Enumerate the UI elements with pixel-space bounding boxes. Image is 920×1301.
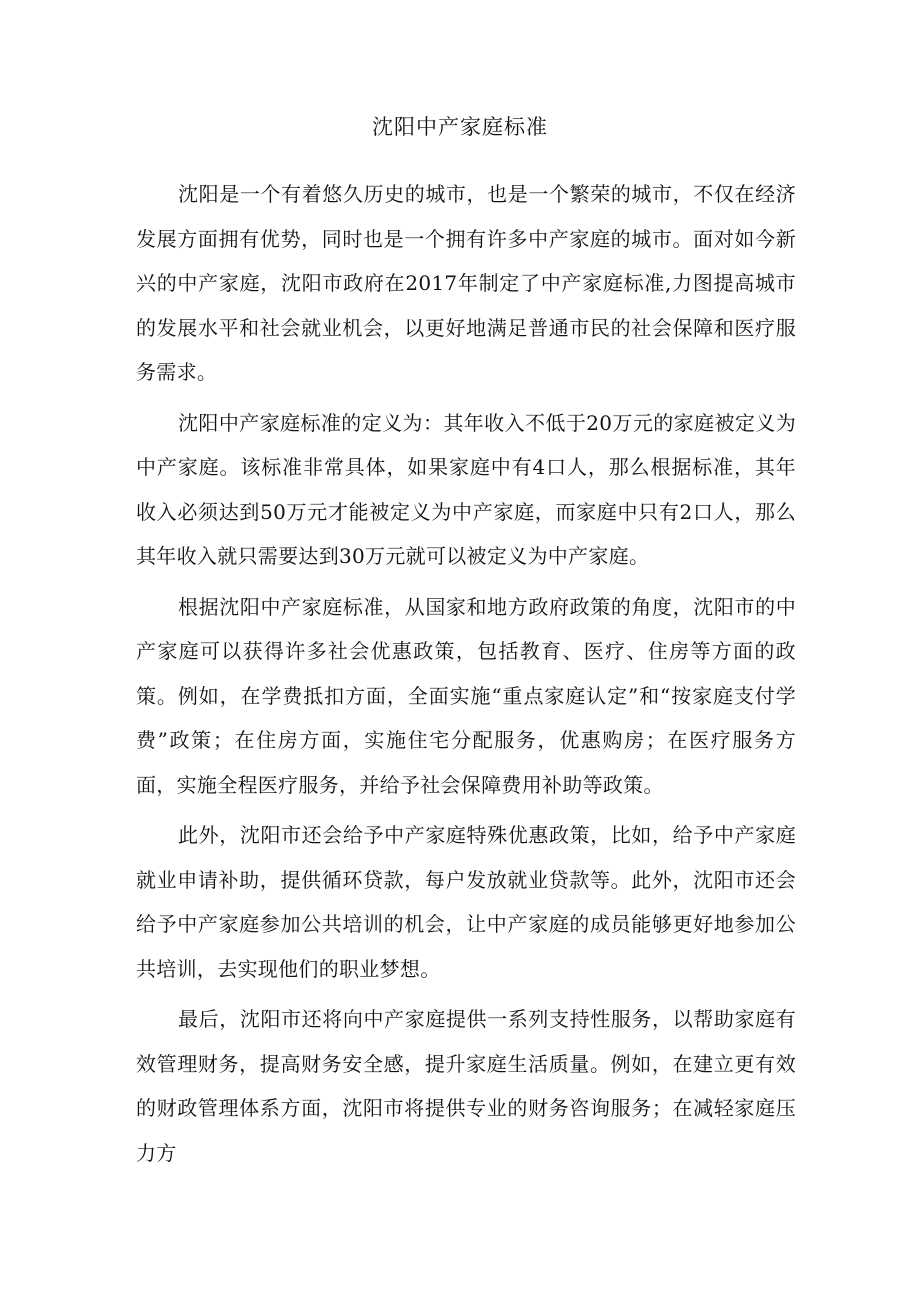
paragraph-support-services: 最后，沈阳市还将向中产家庭提供一系列支持性服务，以帮助家庭有效管理财务，提高财务安全感，提升家庭生活质量。例如，在建立更有效的财政管理体系方面，沈阳市将提供专业的财务咨询服务；在减轻家庭压力方 — [136, 1007, 796, 1165]
paragraph-intro: 沈阳是一个有着悠久历史的城市，也是一个繁荣的城市，不仅在经济发展方面拥有优势，同时也是一个拥有许多中产家庭的城市。面对如今新兴的中产家庭，沈阳市政府在2017年制定了中产家庭标准,力图提高城市的发展水平和社会就业机会，以更好地满足普通市民的社会保障和医疗服务需求。 — [136, 182, 796, 384]
document-body — [136, 172, 796, 1181]
document-title: 沈阳中产家庭标准 — [372, 115, 548, 139]
paragraph-policies: 根据沈阳中产家庭标准，从国家和地方政府政策的角度，沈阳市的中产家庭可以获得许多社会优惠政策，包括教育、医疗、住房等方面的政策。例如，在学费抵扣方面，全面实施“重点家庭认定”和“按家庭支付学费”政策；在住房方面，实施住宅分配服务，优惠购房；在医疗服务方面，实施全程医疗服务，并给予社会保障费用补助等政策。 — [136, 594, 796, 797]
paragraph-special-policies: 此外，沈阳市还会给予中产家庭特殊优惠政策，比如，给予中产家庭就业申请补助，提供循环贷款，每户发放就业贷款等。此外，沈阳市还会给予中产家庭参加公共培训的机会，让中产家庭的成员能够更好地参加公共培训，去实现他们的职业梦想。 — [136, 823, 796, 981]
paragraph-definition: 沈阳中产家庭标准的定义为：其年收入不低于20万元的家庭被定义为中产家庭。该标准非常具体，如果家庭中有4口人，那么根据标准，其年收入必须达到50万元才能被定义为中产家庭，而家庭中只有2口人，那么其年收入就只需要达到30万元就可以被定义为中产家庭。 — [136, 410, 796, 568]
